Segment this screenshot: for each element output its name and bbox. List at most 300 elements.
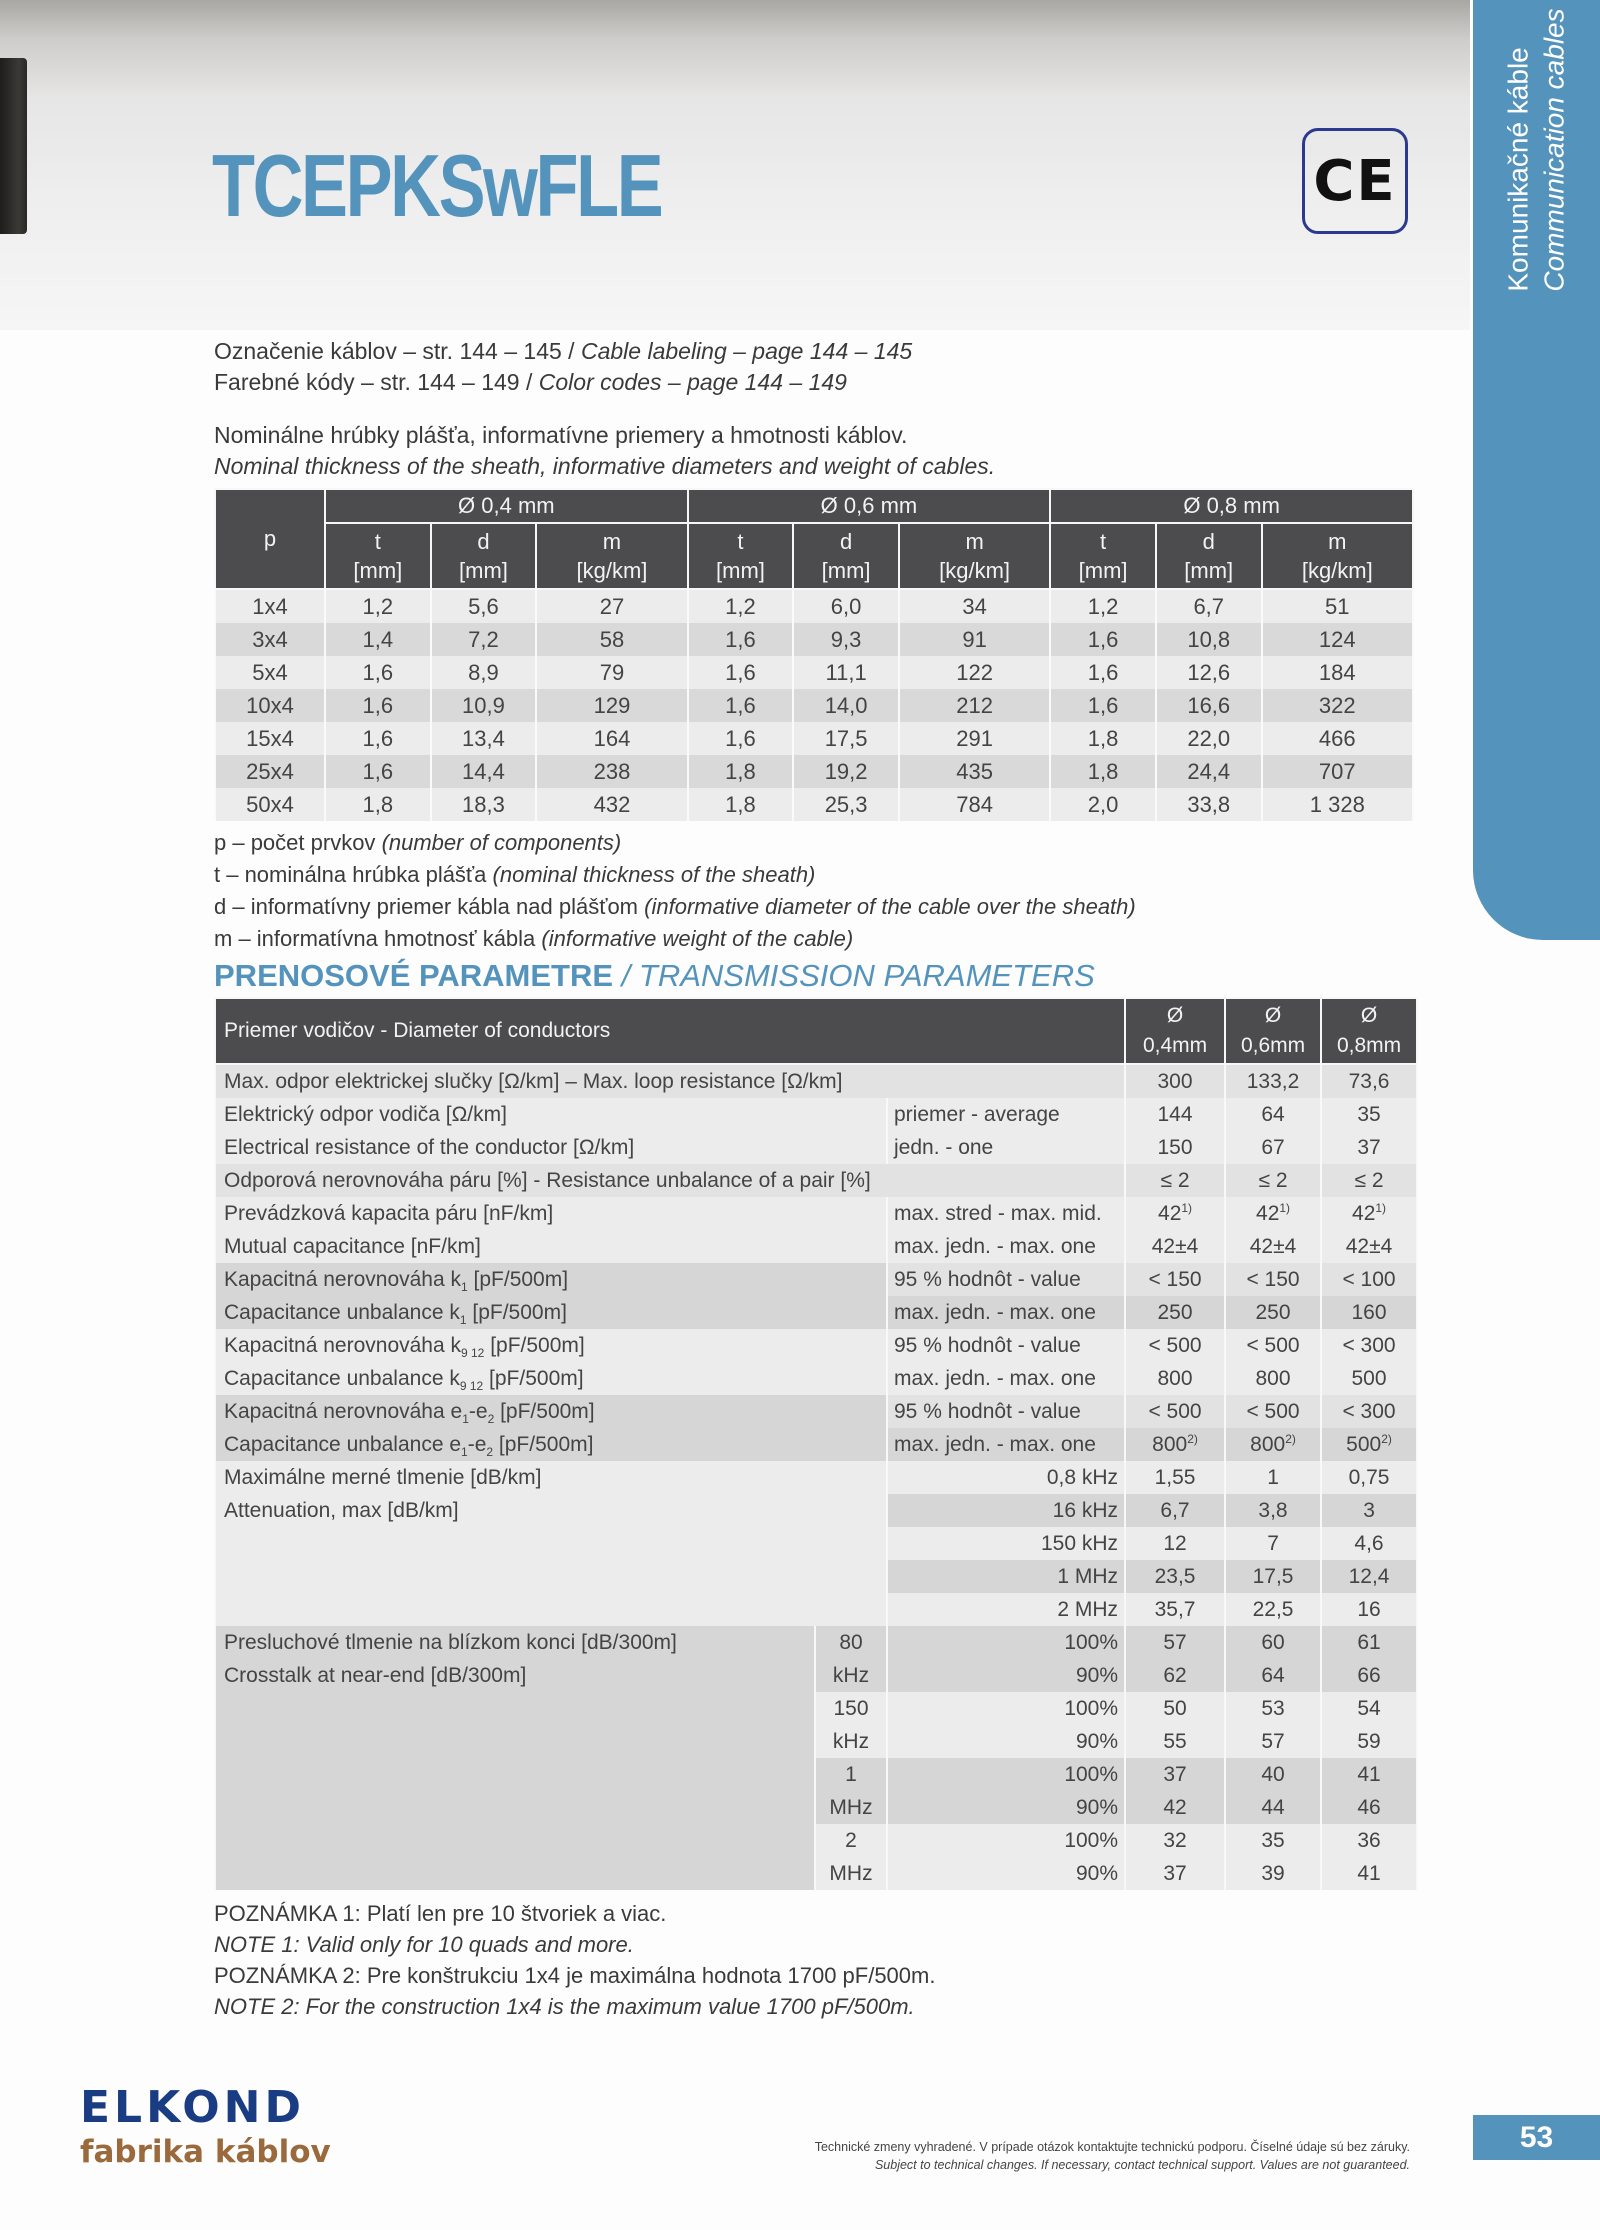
value: 41: [1357, 1763, 1381, 1786]
reference-en: Color codes – page 144 – 149: [538, 369, 847, 395]
label-sk: 2: [845, 1829, 857, 1852]
value: 59: [1357, 1730, 1381, 1753]
table-cell: 707: [1262, 755, 1413, 788]
col-unit: [mm]: [459, 558, 508, 583]
table-cell: 184: [1262, 656, 1413, 689]
value: 62: [1163, 1664, 1187, 1687]
resistance-unbalance-label: Odporová nerovnováha páru [%] - Resistance unbalance of a pair [%]: [215, 1164, 1125, 1197]
value: 12: [1163, 1532, 1187, 1555]
table-row: [215, 1064, 1417, 1098]
label-en: MHz: [829, 1796, 873, 1819]
legend-sk: p – počet prvkov: [214, 830, 376, 855]
value-cell: [1225, 1362, 1321, 1395]
table-cell: 124: [1262, 623, 1413, 656]
value-cell: [1225, 1064, 1321, 1098]
value-cell: [1125, 1461, 1225, 1494]
legend-sk: d – informatívny priemer kábla nad plášťom: [214, 894, 639, 919]
diameter-symbol: Ø: [1166, 1004, 1184, 1027]
value-cell: [1321, 1626, 1417, 1659]
label-sk: 1: [845, 1763, 857, 1786]
value-cell: [1321, 1131, 1417, 1164]
label-en: kHz: [832, 1664, 870, 1687]
value: ≤ 2: [1258, 1169, 1288, 1192]
table-cell: 466: [1262, 722, 1413, 755]
disclaimer-sk: Technické zmeny vyhradené. V prípade otázok kontaktujte technickú podporu. Číselné údaje sú bez záruky.: [814, 2140, 1410, 2154]
value: 133,2: [1246, 1070, 1300, 1093]
sub-label: 95 % hodnôt - value: [887, 1329, 1125, 1362]
cable-image: [0, 58, 27, 234]
diameter-header: [1321, 998, 1417, 1064]
label-sk: Maximálne merné tlmenie [dB/km]: [224, 1466, 542, 1489]
col-symbol: d: [477, 529, 490, 554]
table-cell: 58: [536, 623, 687, 656]
col-header-t: [688, 523, 794, 589]
footnote-ref: 2): [1187, 1432, 1198, 1446]
col-header-d: [1156, 523, 1262, 589]
value-cell: [1125, 1593, 1225, 1626]
value-cell: [1321, 1461, 1417, 1494]
side-tab-label-en: Communication cables: [1538, 8, 1570, 292]
cell-p: 25x4: [215, 755, 325, 788]
reference-en: Cable labeling – page 144 – 145: [580, 338, 913, 364]
percentile-label: 90%: [887, 1725, 1125, 1758]
page-number: 53: [1473, 2115, 1600, 2160]
transmission-table: [214, 997, 1418, 1890]
value-cell: [1321, 1659, 1417, 1692]
label-en: MHz: [829, 1862, 873, 1885]
mutual-capacitance-label: [215, 1197, 887, 1263]
group-header: Ø 0,6 mm: [688, 489, 1051, 523]
col-unit: [kg/km]: [1301, 558, 1373, 583]
value: 17,5: [1252, 1565, 1294, 1588]
sub-label: max. stred - max. mid.: [887, 1197, 1125, 1230]
table-cell: 27: [536, 589, 687, 623]
table-row: [215, 1329, 1417, 1362]
percentile-label: 100%: [887, 1626, 1125, 1659]
value-cell: [1321, 1164, 1417, 1197]
value-cell: [1225, 1263, 1321, 1296]
table-cell: 784: [899, 788, 1050, 821]
value: 300: [1157, 1070, 1193, 1093]
table-cell: 432: [536, 788, 687, 821]
table-cell: 291: [899, 722, 1050, 755]
value-cell: [1321, 1263, 1417, 1296]
ce-mark-text: CE: [1313, 148, 1397, 214]
cross-references: [214, 336, 1416, 398]
value: 500: [1351, 1367, 1387, 1390]
dimensions-table: [214, 488, 1414, 821]
value-cell: [1321, 1362, 1417, 1395]
value-cell: [1321, 1395, 1417, 1428]
value: 64: [1261, 1664, 1285, 1687]
table-cell: 10,9: [431, 689, 537, 722]
cell-p: 50x4: [215, 788, 325, 821]
col-symbol: m: [1328, 529, 1347, 554]
value: 42±4: [1345, 1235, 1393, 1258]
col-unit: [mm]: [1078, 558, 1128, 583]
percentile-label: 90%: [887, 1659, 1125, 1692]
legend-en: (informative weight of the cable): [541, 926, 854, 951]
value: 60: [1261, 1631, 1285, 1654]
value: 54: [1357, 1697, 1381, 1720]
intro-sk: Nominálne hrúbky plášťa, informatívne priemery a hmotnosti káblov.: [214, 422, 908, 448]
sub-label: max. jedn. - max. one: [887, 1296, 1125, 1329]
section-side-tab-label: [1473, 0, 1600, 300]
col-symbol: m: [602, 529, 622, 554]
diameter-header-label: Priemer vodičov - Diameter of conductors: [215, 998, 1125, 1064]
value-cell: [1321, 1560, 1417, 1593]
value: 35,7: [1154, 1598, 1196, 1621]
value: 1,55: [1154, 1466, 1196, 1489]
diameter-value: 0,8mm: [1336, 1034, 1402, 1057]
value: 42: [1163, 1796, 1187, 1819]
value: 250: [1157, 1301, 1193, 1324]
value: 6,7: [1160, 1499, 1190, 1522]
label-sk: Kapacitná nerovnováha $k_1$ [pF/500m]: [224, 1268, 569, 1295]
legend-sk: m – informatívna hmotnosť kábla: [214, 926, 536, 951]
value: 35: [1261, 1829, 1285, 1852]
value-cell: [1125, 1329, 1225, 1362]
value-cell: [1225, 1626, 1321, 1659]
col-header-d: [431, 523, 537, 589]
diameter-header: [1225, 998, 1321, 1064]
value-cell: [1321, 1230, 1417, 1263]
value-cell: [1125, 1362, 1225, 1395]
note-line: POZNÁMKA 2: Pre konštrukciu 1x4 je maximálna hodnota 1700 pF/500m.: [214, 1963, 936, 1988]
value: 150: [1157, 1136, 1193, 1159]
value-cell: [1125, 1527, 1225, 1560]
value: 800: [1255, 1367, 1291, 1390]
value-cell: [1225, 1758, 1321, 1791]
value: 42: [1158, 1202, 1182, 1225]
table-cell: 1,2: [1050, 589, 1156, 623]
table-cell: 164: [536, 722, 687, 755]
value-cell: [1225, 1461, 1321, 1494]
symbol-legend: [214, 827, 1416, 955]
title-sk: PRENOSOVÉ PARAMETRE: [214, 958, 614, 993]
value: 32: [1163, 1829, 1187, 1852]
side-tab-label-inner: [1501, 8, 1573, 291]
conductor-resistance-label: [215, 1098, 887, 1164]
logo-tagline: fabrika káblov: [80, 2134, 331, 2170]
value-cell: [1321, 1064, 1417, 1098]
label-en: kHz: [832, 1730, 870, 1753]
label-en: Mutual capacitance [nF/km]: [224, 1235, 481, 1258]
value-cell: [1321, 1725, 1417, 1758]
value-cell: [1225, 1098, 1321, 1131]
label-sk: Elektrický odpor vodiča [Ω/km]: [224, 1103, 507, 1126]
table-cell: 11,1: [793, 656, 899, 689]
frequency-label: 150 kHz: [887, 1527, 1125, 1560]
value-cell: [1321, 1791, 1417, 1824]
table-cell: 6,7: [1156, 589, 1262, 623]
value-cell: [1225, 1791, 1321, 1824]
value-cell: [1125, 1626, 1225, 1659]
value: < 500: [1246, 1334, 1300, 1357]
value-cell: [1125, 1758, 1225, 1791]
value-cell: [1321, 1692, 1417, 1725]
value-cell: [1225, 1725, 1321, 1758]
value-cell: [1225, 1428, 1321, 1461]
disclaimer: [815, 2138, 1410, 2174]
value-cell: [1125, 1692, 1225, 1725]
crosstalk-frequency: [815, 1824, 887, 1890]
table-cell: 79: [536, 656, 687, 689]
col-symbol: m: [965, 529, 984, 554]
value: 57: [1261, 1730, 1285, 1753]
value: < 500: [1148, 1400, 1202, 1423]
elkond-logo: [80, 2084, 331, 2172]
value: ≤ 2: [1160, 1169, 1190, 1192]
value-cell: [1125, 1560, 1225, 1593]
table-cell: 14,0: [793, 689, 899, 722]
intro-en: Nominal thickness of the sheath, informative diameters and weight of cables.: [214, 453, 996, 479]
frequency-label: 0,8 kHz: [887, 1461, 1125, 1494]
value: 37: [1163, 1763, 1187, 1786]
value: 16: [1357, 1598, 1381, 1621]
value: 39: [1261, 1862, 1285, 1885]
value-cell: [1225, 1395, 1321, 1428]
cell-p: 10x4: [215, 689, 325, 722]
note-line: POZNÁMKA 1: Platí len pre 10 štvoriek a viac.: [214, 1901, 667, 1926]
value-cell: [1225, 1593, 1321, 1626]
table-cell: 33,8: [1156, 788, 1262, 821]
label-en: Electrical resistance of the conductor [Ω/km]: [224, 1136, 635, 1159]
diameter-value: 0,6mm: [1240, 1034, 1306, 1057]
table-cell: 91: [899, 623, 1050, 656]
value: < 300: [1342, 1400, 1396, 1423]
col-header-t: [325, 523, 431, 589]
value-cell: [1125, 1494, 1225, 1527]
table-cell: 1,6: [325, 722, 431, 755]
reference-sk: Farebné kódy – str. 144 – 149 /: [214, 369, 533, 395]
value: 40: [1261, 1763, 1285, 1786]
label-sk: 150: [833, 1697, 869, 1720]
col-symbol: d: [1202, 529, 1215, 554]
table-cell: 1,6: [325, 755, 431, 788]
value: 61: [1357, 1631, 1381, 1654]
table-cell: 25,3: [793, 788, 899, 821]
table-cell: 1,6: [325, 656, 431, 689]
legend-item: [214, 923, 1416, 955]
table-row: [215, 1197, 1417, 1230]
sub-label: 95 % hodnôt - value: [887, 1395, 1125, 1428]
legend-item: [214, 859, 1416, 891]
value: ≤ 2: [1354, 1169, 1384, 1192]
crosstalk-frequency: [815, 1626, 887, 1692]
loop-resistance-label: Max. odpor elektrickej slučky [Ω/km] – Max. loop resistance [Ω/km]: [215, 1064, 1125, 1098]
label-sk: Presluchové tlmenie na blízkom konci [dB/300m]: [224, 1631, 677, 1654]
col-symbol: d: [839, 529, 853, 554]
value: 7: [1267, 1532, 1279, 1555]
table-cell: 6,0: [793, 589, 899, 623]
value: 800: [1157, 1367, 1193, 1390]
col-header-m: [899, 523, 1050, 589]
col-unit: [mm]: [821, 558, 871, 583]
sub-label: max. jedn. - max. one: [887, 1230, 1125, 1263]
reference-sk: Označenie káblov – str. 144 – 145 /: [214, 338, 575, 364]
value: 41: [1357, 1862, 1381, 1885]
table-row: [215, 755, 1413, 788]
value: 3: [1363, 1499, 1375, 1522]
table-row: [215, 1461, 1417, 1494]
footnote-ref: 1): [1181, 1201, 1193, 1215]
table-cell: 1,6: [688, 656, 794, 689]
table-row: [215, 1263, 1417, 1296]
col-symbol: t: [1100, 529, 1107, 554]
table-row: [215, 589, 1413, 623]
crosstalk-frequency: [815, 1692, 887, 1758]
value-cell: [1125, 1230, 1225, 1263]
table-cell: 1,2: [325, 589, 431, 623]
table-cell: 24,4: [1156, 755, 1262, 788]
col-symbol: t: [737, 529, 744, 554]
table-cell: 1,8: [1050, 755, 1156, 788]
table-row: [215, 1626, 1417, 1659]
title-separator: /: [613, 958, 639, 993]
value-cell: [1225, 1857, 1321, 1890]
table-cell: 13,4: [431, 722, 537, 755]
table-cell: 12,6: [1156, 656, 1262, 689]
attenuation-label: [215, 1461, 887, 1626]
col-header-m: [1262, 523, 1413, 589]
legend-en: (number of components): [381, 830, 622, 855]
table-cell: 1,8: [1050, 722, 1156, 755]
value-cell: [1321, 1329, 1417, 1362]
value-cell: [1321, 1197, 1417, 1230]
legend-item: [214, 891, 1416, 923]
dimensions-intro: [214, 420, 1416, 482]
table-row: [215, 1164, 1417, 1197]
reference-line: [214, 367, 1416, 398]
value-cell: [1125, 1791, 1225, 1824]
table-cell: 1,6: [1050, 623, 1156, 656]
ce-mark-icon: [1302, 128, 1408, 234]
table-cell: 122: [899, 656, 1050, 689]
table-cell: 2,0: [1050, 788, 1156, 821]
table-cell: 322: [1262, 689, 1413, 722]
table-cell: 1,6: [1050, 656, 1156, 689]
table-cell: 129: [536, 689, 687, 722]
sub-label: priemer - average: [887, 1098, 1125, 1131]
diameter-symbol: Ø: [1360, 1004, 1378, 1027]
label-en: Crosstalk at near-end [dB/300m]: [224, 1664, 527, 1687]
value-cell: [1125, 1098, 1225, 1131]
table-row: [215, 689, 1413, 722]
footnote-ref: 2): [1285, 1432, 1296, 1446]
table-cell: 1,4: [325, 623, 431, 656]
table-cell: 1,8: [688, 788, 794, 821]
value: 35: [1357, 1103, 1381, 1126]
label-en: Capacitance unbalance $e_1-e_2$ [pF/500m]: [224, 1433, 594, 1460]
cell-p: 15x4: [215, 722, 325, 755]
value: 64: [1261, 1103, 1285, 1126]
table-row: [215, 1395, 1417, 1428]
dimensions-table-body: [215, 589, 1413, 821]
table-cell: 238: [536, 755, 687, 788]
value-cell: [1321, 1593, 1417, 1626]
table-cell: 5,6: [431, 589, 537, 623]
table-cell: 1,6: [688, 722, 794, 755]
table-row: [215, 623, 1413, 656]
value-cell: [1125, 1164, 1225, 1197]
frequency-label: 16 kHz: [887, 1494, 1125, 1527]
value-cell: [1225, 1230, 1321, 1263]
sub-label: max. jedn. - max. one: [887, 1428, 1125, 1461]
value-cell: [1321, 1527, 1417, 1560]
value: 4,6: [1354, 1532, 1384, 1555]
value: 3,8: [1258, 1499, 1288, 1522]
label-en: Attenuation, max [dB/km]: [224, 1499, 459, 1522]
value-cell: [1321, 1428, 1417, 1461]
footnote-ref: 1): [1375, 1201, 1387, 1215]
value: 73,6: [1348, 1070, 1390, 1093]
table-cell: 14,4: [431, 755, 537, 788]
value: < 100: [1342, 1268, 1396, 1291]
value-cell: [1225, 1527, 1321, 1560]
value: 67: [1261, 1136, 1285, 1159]
table-row: [215, 656, 1413, 689]
side-tab-label-sk: Komunikačné káble: [1502, 47, 1534, 292]
reference-line: [214, 336, 1416, 367]
logo-wordmark: ELKOND: [80, 2082, 305, 2133]
value-cell: [1321, 1758, 1417, 1791]
table-row: [215, 788, 1413, 821]
value: 53: [1261, 1697, 1285, 1720]
value-cell: [1125, 1725, 1225, 1758]
table-row: [215, 722, 1413, 755]
table-cell: 16,6: [1156, 689, 1262, 722]
value-cell: [1125, 1263, 1225, 1296]
table-cell: 1,6: [1050, 689, 1156, 722]
value: 144: [1157, 1103, 1193, 1126]
crosstalk-label: [215, 1626, 815, 1890]
table-row: [215, 1098, 1417, 1131]
value-cell: [1125, 1857, 1225, 1890]
value: 500: [1346, 1433, 1382, 1456]
value-cell: [1225, 1659, 1321, 1692]
table-cell: 51: [1262, 589, 1413, 623]
cap-unbalance-e-label: [215, 1395, 887, 1461]
table-cell: 435: [899, 755, 1050, 788]
percentile-label: 100%: [887, 1758, 1125, 1791]
value: 800: [1152, 1433, 1188, 1456]
value: 160: [1351, 1301, 1387, 1324]
table-cell: 1,6: [688, 689, 794, 722]
value-cell: [1321, 1296, 1417, 1329]
value-cell: [1225, 1560, 1321, 1593]
label-sk: Kapacitná nerovnováha $k_{9 12}$ [pF/500m]: [224, 1334, 585, 1361]
sub-label: 95 % hodnôt - value: [887, 1263, 1125, 1296]
value-cell: [1225, 1296, 1321, 1329]
product-title: TCEPKSwFLE: [212, 136, 662, 235]
value: 0,75: [1348, 1466, 1390, 1489]
col-header-m: [536, 523, 687, 589]
transmission-table-body: [215, 1064, 1417, 1890]
table-cell: 22,0: [1156, 722, 1262, 755]
table-cell: 212: [899, 689, 1050, 722]
percentile-label: 100%: [887, 1824, 1125, 1857]
cell-p: 3x4: [215, 623, 325, 656]
value: 57: [1163, 1631, 1187, 1654]
legend-en: (nominal thickness of the sheath): [492, 862, 816, 887]
label-en: Capacitance unbalance $k_1$ [pF/500m]: [224, 1301, 567, 1328]
group-header: Ø 0,4 mm: [325, 489, 688, 523]
cap-unbalance-k912-label: [215, 1329, 887, 1395]
col-unit: [kg/km]: [576, 558, 648, 583]
value-cell: [1225, 1197, 1321, 1230]
value: < 500: [1148, 1334, 1202, 1357]
